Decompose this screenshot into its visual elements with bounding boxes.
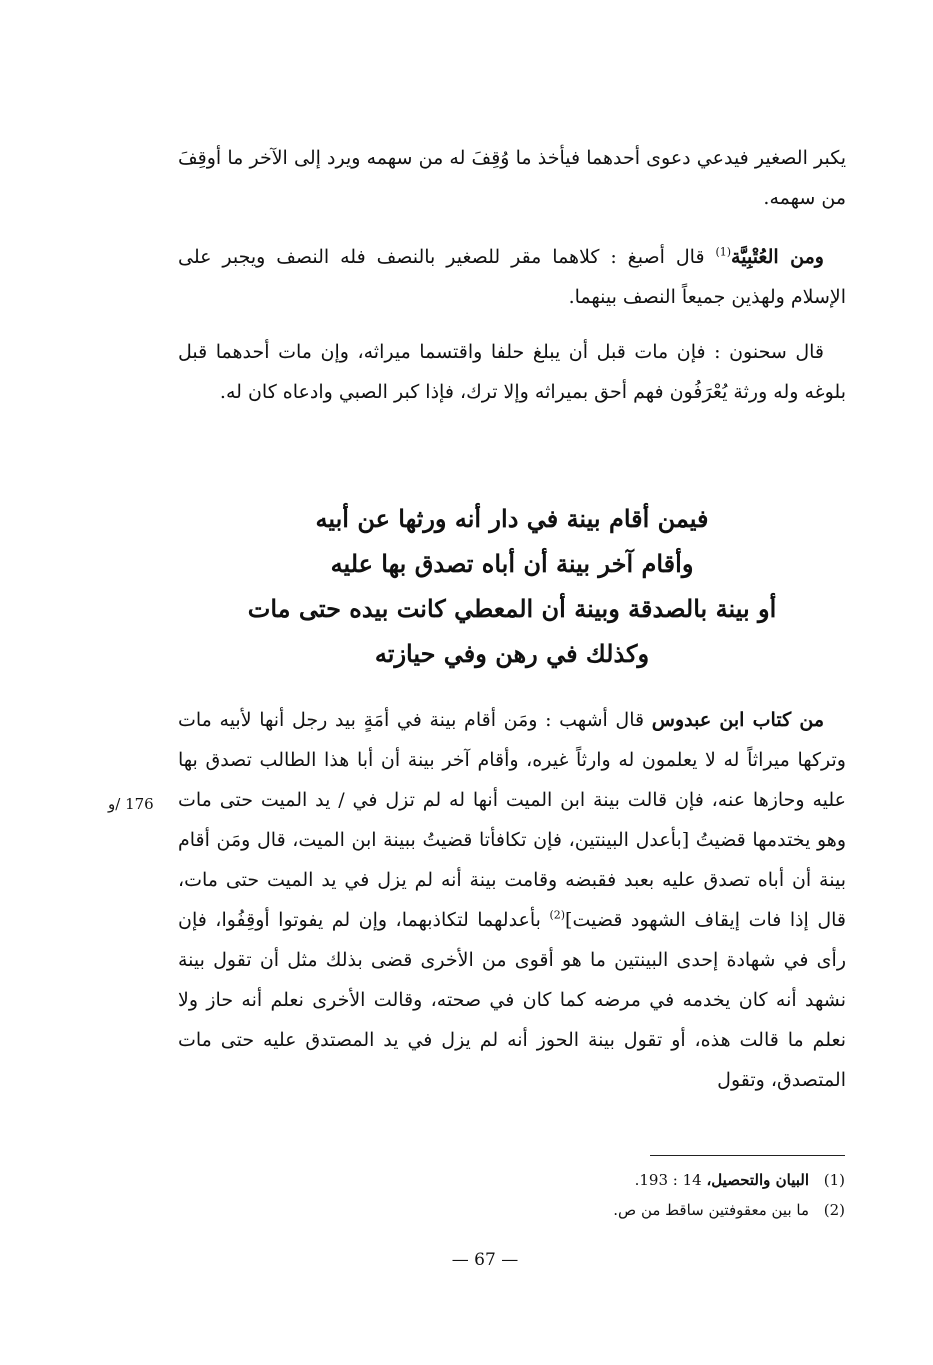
footnote-marker: (1) [715, 245, 732, 259]
heading-line-3: أو بينة بالصدقة وبينة أن المعطي كانت بيده حتى مات [247, 594, 777, 623]
body-text-main [178, 700, 846, 1100]
paragraph-text: قال أصبغ : كلاهما مقر للصغير بالنصف فله النصف ويجبر على الإسلام ولهذين جميعاً النصف بينهما. [178, 246, 846, 308]
footnote-number: (2) [823, 1201, 845, 1219]
footnote-divider [650, 1155, 845, 1156]
paragraph-continuation: يكبر الصغير فيدعي دعوى أحدهما فيأخذ ما وُقِفَ له من سهمه ويرد إلى الآخر ما أوقِفَ من سهمه. [178, 147, 846, 209]
heading-line-2: وأقام آخر بينة أن أباه تصدق بها عليه [330, 549, 694, 578]
footnote-item [420, 1165, 845, 1195]
body-text-top [178, 138, 846, 218]
paragraph-text: قال أشهب : ومَن أقام بينة في أمَةٍ بيد رجل أنها لأبيه مات وتركها ميراثاً له لا يعلمون له وارثاً غيره، وأقام آخر بينة أن أبا هذا الطالب تصدق بها عليه وحازها عنه، فإن قالت بينة ابن الميت أنها له لم تزل في / يد الميت حتى مات وهو يختدمها قضيتُ [بأعدل البينتين، فإن تكافأتا قضيتُ ببينة ابن الميت، قال ومَن أقام بينة أن أباه تصدق عليه بعبد فقبضه وقامت بينة أنه لم يزل في يد الميت حتى مات، قال إذا فات إيقاف الشهود قضيت] [178, 709, 846, 931]
source-reference: من كتاب ابن عبدوس [651, 709, 824, 731]
footnote-item [420, 1195, 845, 1225]
footnotes [420, 1165, 845, 1225]
paragraph-sahnun: قال سحنون : فإن مات قبل أن يبلغ حلفا واقتسما ميراثه، وإن مات أحدهما قبل بلوغه وله ورثة يُعْرَفُون فهم أحق بميراثه وإلا ترك، فإذا كبر الصبي وادعاه كان له. [178, 341, 846, 403]
body-text-otbiyya [178, 237, 846, 317]
page-number: — 67 — [451, 1250, 519, 1270]
body-text-sahnun [178, 332, 846, 412]
footnote-marker: (2) [549, 908, 566, 922]
paragraph-otbiyya [178, 237, 846, 317]
source-reference: ومن العُتْبِيَّة [731, 246, 824, 268]
footnote-text: 14 : 193. [634, 1171, 707, 1189]
footnote-text: ما بين معقوفتين ساقط من ص. [613, 1201, 809, 1219]
section-heading [178, 496, 846, 676]
heading-line-1: فيمن أقام بينة في دار أنه ورثها عن أبيه [315, 504, 709, 533]
heading-line-4: وكذلك في رهن وفي حيازته [374, 639, 650, 668]
paragraph-main [178, 700, 846, 1100]
paragraph-text-continued: بأعدلهما لتكاذبهما، وإن لم يفوتوا أوقِفُوا، فإن رأى في شهادة إحدى البينتين ما هو أقوى من الأخرى قضى بذلك مثل أن تقول بينة نشهد أنه كان يخدمه في مرضه كما كان في صحته، وقالت الأخرى نعلم أنه حاز ولا نعلم ما قالت هذه، أو تقول بينة الحوز أنه لم يزل في يد المصتدق عليه حتى مات المتصدق، وتقول [178, 909, 846, 1091]
manuscript-folio-note: 176 /و [108, 795, 154, 813]
footnote-number: (1) [823, 1171, 845, 1189]
footnote-title: البيان والتحصيل، [706, 1171, 809, 1189]
